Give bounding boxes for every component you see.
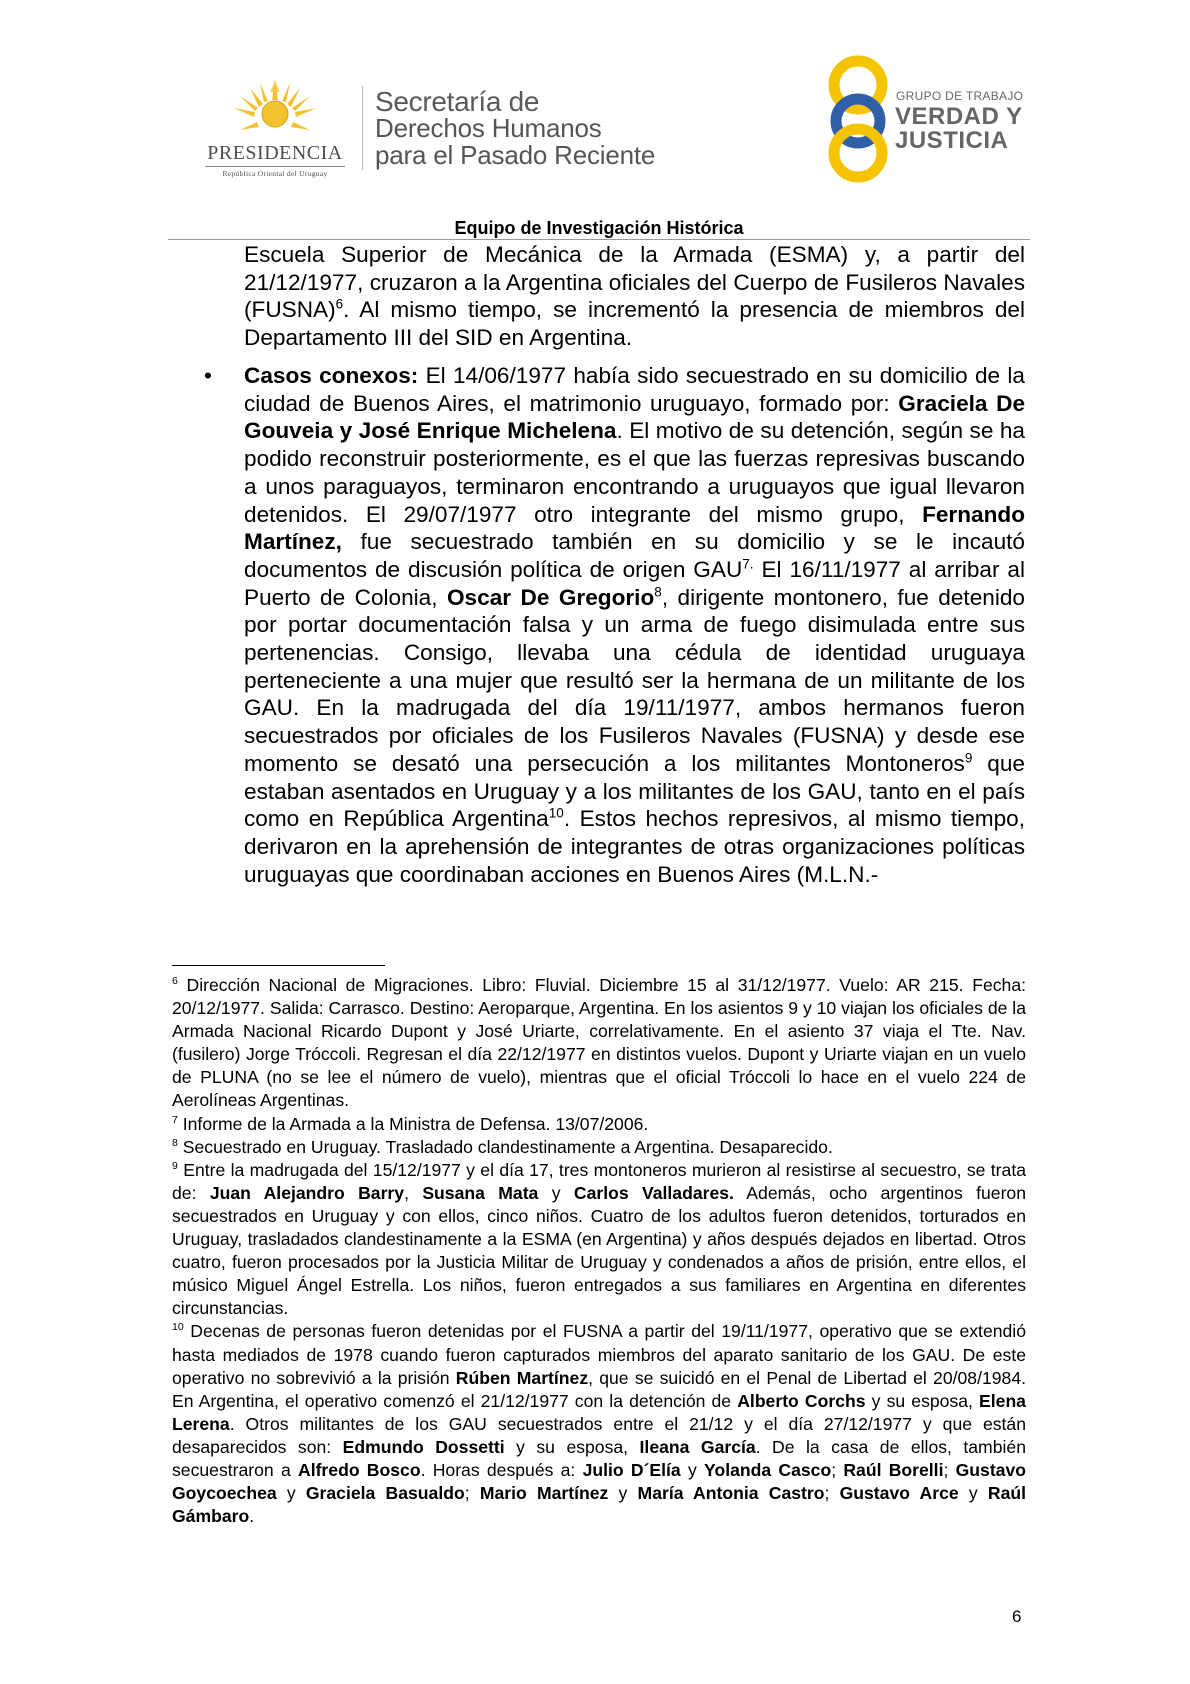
- footnote-text: , que se suicidó en el Penal de Libertad el 20/08/1984. En Argentina, el operativo comenzó el 21/12/1977 con la detención de: [172, 1367, 1026, 1411]
- presidencia-subtitle: República Oriental del Uruguay: [222, 169, 328, 178]
- footnote-name: Susana Mata: [422, 1182, 539, 1203]
- footnote-ref-9: 9: [964, 750, 973, 766]
- footnote-name: Gustavo Goycoechea: [172, 1459, 1027, 1504]
- footnote-7: [172, 1113, 1026, 1136]
- footnote-name: Graciela Basualdo: [305, 1483, 465, 1504]
- p1-text-b: . Al mismo tiempo, se incrementó la presencia de miembros del Departamento III del SID en Argentina.: [244, 297, 1025, 351]
- footnote-number: 9: [172, 1159, 178, 1172]
- presidencia-logo: [195, 78, 355, 178]
- name-fernando-martinez: Fernando Martínez,: [244, 501, 1025, 555]
- footnote-name: Mario Martínez: [479, 1483, 609, 1504]
- footnote-name: Raúl Borelli: [843, 1459, 944, 1480]
- p2-text: , dirigente montonero, fue detenido por portar documentación falsa y un arma de fuego disimulada entre sus pertenencias. Consigo, llevaba una cédula de identidad uruguaya perteneciente a una mujer que resultó ser la hermana de un militante de los GAU. En la madrugada del día 19/11/1977, ambos hermanos fueron secuestrados por oficiales de los Fusileros Navales (FUSNA) y desde ese momento se desató una persecución a los militantes Montoneros: [244, 584, 1025, 776]
- team-title: Equipo de Investigación Histórica: [454, 218, 744, 238]
- header-divider: [362, 86, 363, 170]
- footnote-ref-8: 8: [654, 584, 662, 600]
- footnote-text: . Horas después a:: [420, 1459, 583, 1480]
- p1-text-a: Escuela Superior de Mecánica de la Armada (ESMA) y, a partir del 21/12/1977, cruzaron a la Argentina oficiales del Cuerpo de Fusileros Navales (FUSNA): [244, 242, 1025, 323]
- paragraph-casos-conexos: [244, 362, 1025, 888]
- footnote-text: Secuestrado en Uruguay. Trasladado clandestinamente a Argentina. Desaparecido.: [177, 1136, 833, 1157]
- footnote-name: Carlos Valladares.: [573, 1182, 734, 1203]
- footnote-text: y: [538, 1182, 574, 1203]
- footnote-name: Julio D´Elía: [582, 1459, 681, 1480]
- secretaria-line2: Derechos Humanos: [375, 113, 602, 143]
- footnote-name: María Antonia Castro: [637, 1483, 825, 1504]
- footnote-text: Además, ocho argentinos fueron secuestrados en Uruguay y con ellos, cinco niños. Cuatro de los adultos fueron detenidos, torturados en Uruguay, trasladados clandestinamente a la ESMA (en Argentina) y años después dejados en libertad. Otros cuatro, fueron procesados por la Justicia Militar de Uruguay y condenados a años de prisión, entre ellos, el músico Miguel Ángel Estrella. Los niños, fueron entregados a sus familiares en Argentina en diferentes circunstancias.: [172, 1182, 1027, 1319]
- footnote-separator: [172, 965, 385, 966]
- footnote-text: y su esposa,: [865, 1390, 980, 1411]
- casos-conexos-label: Casos conexos:: [244, 363, 419, 388]
- rings-icon: [820, 55, 900, 183]
- footnote-name: Alfredo Bosco: [297, 1459, 421, 1480]
- footnote-ref-6: 6: [335, 296, 344, 312]
- footnote-8: [172, 1136, 1026, 1159]
- footnote-name: Rúben Martínez: [455, 1367, 589, 1388]
- footnote-text: y su esposa,: [504, 1436, 640, 1457]
- secretaria-line1: Secretaría de: [375, 86, 540, 117]
- footnote-number: 8: [172, 1136, 178, 1149]
- footnote-9: [172, 1159, 1026, 1321]
- names-gouveia-michelena: Graciela De Gouveia y José Enrique Michelena: [244, 390, 1026, 444]
- footnote-number: 10: [172, 1321, 184, 1334]
- footnote-10: [172, 1320, 1026, 1528]
- footnote-name: Gustavo Arce: [839, 1483, 959, 1504]
- page-number: 6: [1012, 1607, 1022, 1626]
- footnote-text: y: [276, 1483, 306, 1504]
- footnote-text: Decenas de personas fueron detenidas por el FUSNA a partir del 19/11/1977, operativo que se extendió hasta mediados de 1978 cuando fueron capturados miembros del aparato sanitario de los GAU. De este operativo no sobrevivió a la prisión: [172, 1321, 1026, 1388]
- presidencia-rule: [205, 166, 345, 167]
- secretaria-line3: para el Pasado Reciente: [375, 140, 656, 170]
- footnote-text: ,: [404, 1182, 423, 1203]
- footnotes: [172, 974, 1026, 1528]
- footnote-text: ;: [831, 1459, 844, 1480]
- footnote-name: Alberto Corchs: [737, 1390, 866, 1411]
- footnote-text: ;: [943, 1459, 956, 1480]
- footnote-text: y: [958, 1483, 988, 1504]
- bullet-marker: •: [204, 363, 212, 388]
- footnote-text: y: [608, 1483, 638, 1504]
- footnote-name: Ileana García: [639, 1436, 756, 1457]
- paragraph-esma: [244, 241, 1025, 352]
- secretaria-logo-text: [375, 88, 655, 169]
- p2-text: El 14/06/1977 había sido secuestrado en su domicilio de la ciudad de Buenos Aires, el matrimonio uruguayo, formado por:: [244, 363, 1025, 416]
- footnote-text: . De la casa de ellos, también secuestraron a: [172, 1436, 1026, 1480]
- footnote-name: Edmundo Dossetti: [342, 1436, 505, 1457]
- justicia-label: JUSTICIA: [895, 127, 1009, 154]
- verdad-justicia-logo: [820, 55, 1030, 185]
- footnote-6: [172, 974, 1026, 1113]
- footnote-number: 7: [172, 1113, 178, 1126]
- header-rule: [168, 239, 1030, 240]
- footnote-ref-10: 10: [548, 805, 564, 821]
- footnote-name: Yolanda Casco: [704, 1459, 832, 1480]
- footnote-text: y: [680, 1459, 705, 1480]
- footnote-text: .: [249, 1506, 255, 1527]
- footnote-name: Raúl Gámbaro: [172, 1483, 1027, 1527]
- verdad-label: VERDAD Y: [895, 103, 1023, 130]
- footnote-text: ;: [824, 1483, 840, 1504]
- footnote-text: ;: [464, 1483, 480, 1504]
- presidencia-wordmark: PRESIDENCIA: [207, 142, 343, 164]
- sun-icon: [230, 78, 320, 144]
- p2-text: . Estos hechos represivos, al mismo tiempo, derivaron en la aprehensión de integrantes de otras organizaciones políticas uruguayas que coordinaban acciones en Buenos Aires (M.L.N.-: [244, 806, 1025, 887]
- footnote-text: Informe de la Armada a la Ministra de Defensa. 13/07/2006.: [177, 1113, 649, 1134]
- footnote-name: Juan Alejandro Barry: [209, 1182, 405, 1203]
- p2-text: El 16/11/1977 al arribar al Puerto de Colonia,: [244, 556, 1025, 610]
- p2-text: . El motivo de su detención, según se ha podido reconstruir posteriormente, es el que las fuerzas represivas buscando a unos paraguayos, terminaron encontrando a uruguayos que igual llevaron detenidos. El 29/07/1977 otro integrante del mismo grupo,: [244, 418, 1025, 527]
- p2-text: fue secuestrado también en su domicilio y se le incautó documentos de discusión política de origen GAU: [244, 529, 1025, 582]
- footnote-text: Dirección Nacional de Migraciones. Libro: Fluvial. Diciembre 15 al 31/12/1977. Vuelo: AR 215. Fecha: 20/12/1977. Salida: Carrasco. Destino: Aeroparque, Argentina. En los asientos 9 y 10 viajan los oficiales de la Armada Nacional Ricardo Dupont y José Uriarte, correlativamente. En el asiento 37 viaja el Tte. Nav. (fusilero) Jorge Tróccoli. Regresan el día 22/12/1977 en distintos vuelos. Dupont y Uriarte viajan en un vuelo de PLUNA (no se lee el número de vuelo), mientras que el oficial Tróccoli lo hace en el vuelo 224 de Aerolíneas Argentinas.: [172, 975, 1026, 1111]
- footnote-number: 6: [172, 975, 178, 988]
- footnote-text: . Otros militantes de los GAU secuestrados entre el 21/12 y el día 27/12/1977 y que están desaparecidos son:: [172, 1413, 1026, 1457]
- name-oscar-de-gregorio: Oscar De Gregorio: [446, 584, 655, 610]
- footnote-text: Entre la madrugada del 15/12/1977 y el día 17, tres montoneros murieron al resistirse al secuestro, se trata de:: [172, 1159, 1026, 1203]
- grupo-label: GRUPO DE TRABAJO: [896, 89, 1024, 103]
- footnote-name: Elena Lerena: [172, 1390, 1026, 1434]
- p2-text: que estaban asentados en Uruguay y a los militantes de los GAU, tanto en el país como en República Argentina: [244, 750, 1025, 832]
- footnote-ref-7: 7.: [742, 556, 754, 572]
